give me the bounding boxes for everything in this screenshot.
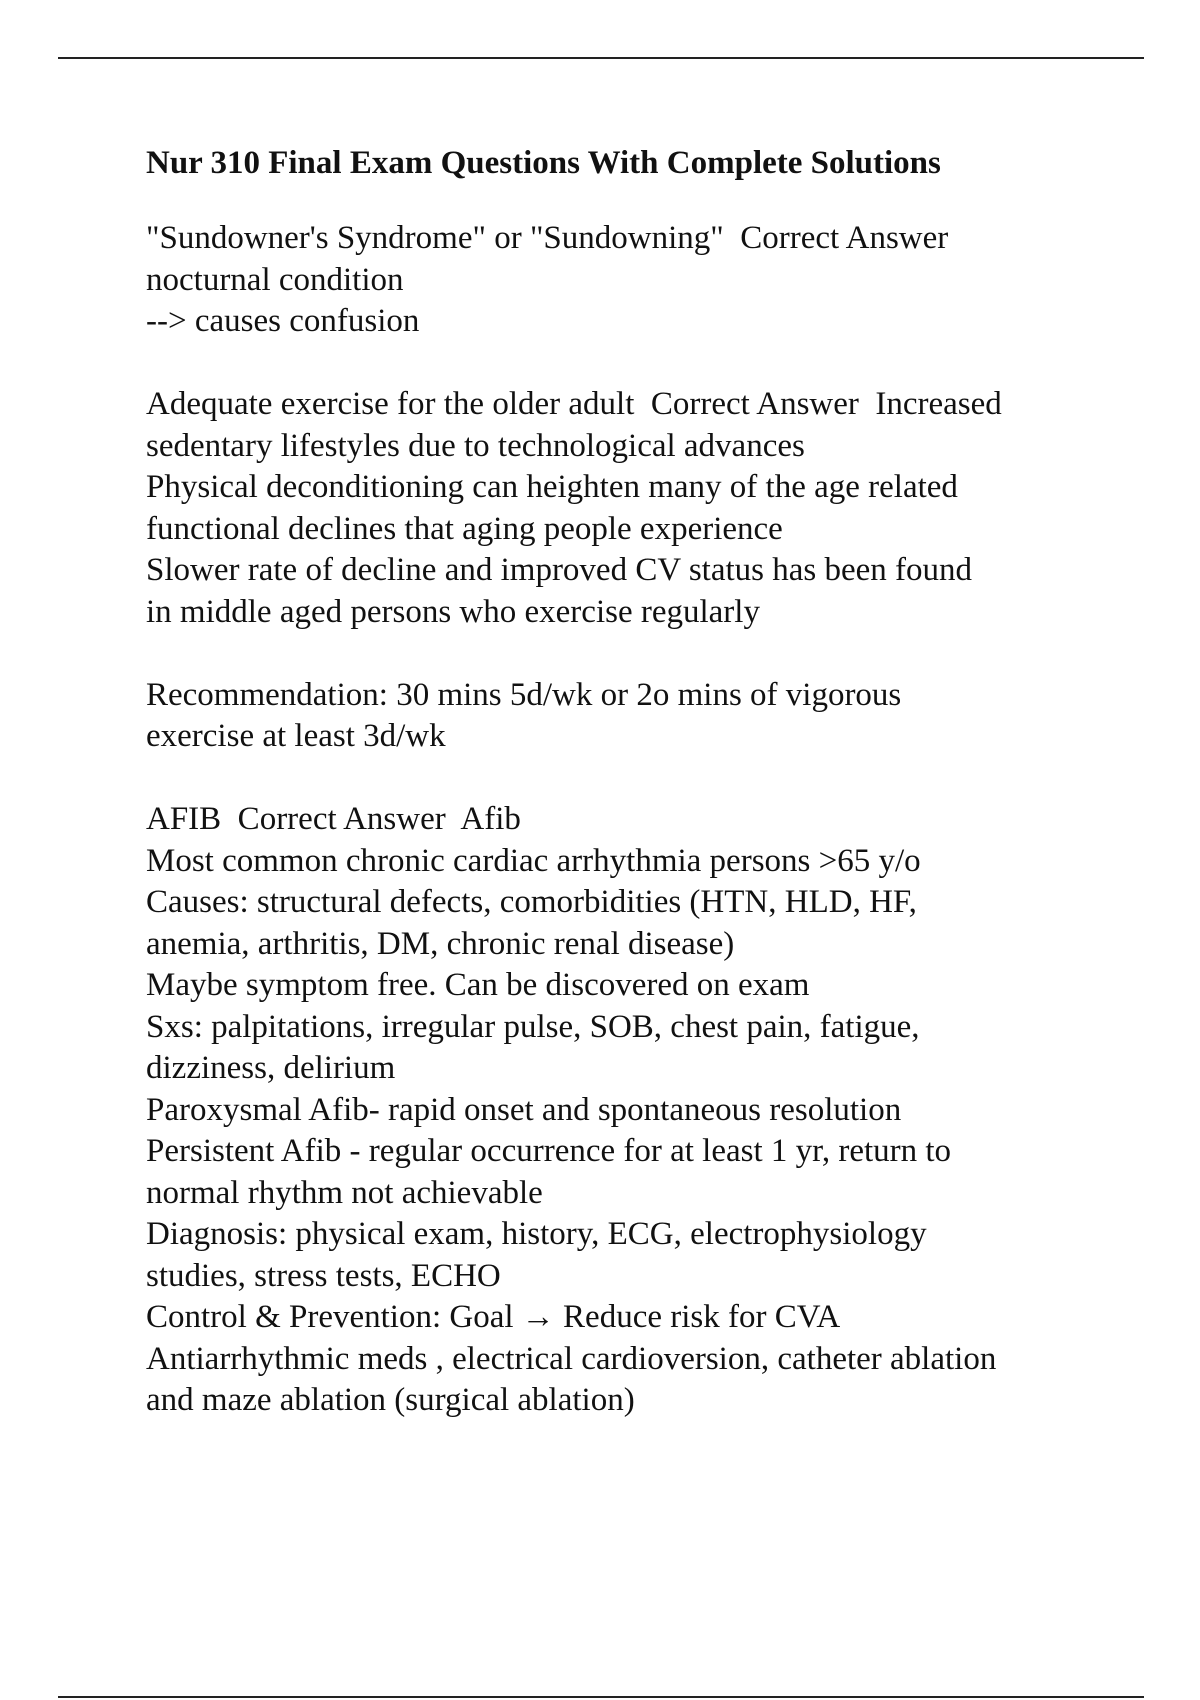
text-line: functional declines that aging people experience [146,510,783,547]
document-body [146,140,1106,1463]
text-line: exercise at least 3d/wk [146,718,446,754]
text-line: AFIB Correct Answer Afib [146,801,521,837]
text-line: in middle aged persons who exercise regularly [146,593,760,630]
text-line: sedentary lifestyles due to technological advances [146,427,805,464]
text-line: Diagnosis: physical exam, history, ECG, electrophysiology [146,1216,927,1252]
text-line: dizziness, delirium [146,1050,396,1086]
text-line: Maybe symptom free. Can be discovered on exam [146,967,810,1003]
document-title: Nur 310 Final Exam Questions With Complete Solutions [146,145,941,181]
qa-block-afib [146,799,1106,1422]
text-line: studies, stress tests, ECHO [146,1257,501,1294]
text-line: normal rhythm not achievable [146,1174,543,1211]
recommendation-block [146,675,1106,758]
text-line: --> causes confusion [146,303,420,339]
text-line: anemia, arthritis, DM, chronic renal disease) [146,925,735,962]
qa-block-sundowning [146,218,1106,343]
qa-block-exercise [146,384,1106,633]
text-line: Paroxysmal Afib- rapid onset and spontaneous resolution [146,1091,902,1128]
text-line: and maze ablation (surgical ablation) [146,1382,635,1418]
bottom-divider [58,1696,1144,1698]
text-line: Antiarrhythmic meds , electrical cardioversion, catheter ablation [146,1340,997,1377]
text-line: Slower rate of decline and improved CV status has been found [146,552,973,588]
text-line: Control & Prevention: Goal → Reduce risk for CVA [146,1299,841,1335]
text-line: Recommendation: 30 mins 5d/wk or 2o mins of vigorous [146,676,902,713]
text-line: Adequate exercise for the older adult Correct Answer Increased [146,386,1002,422]
text-line: nocturnal condition [146,261,404,298]
text-line: Persistent Afib - regular occurrence for at least 1 yr, return to [146,1133,952,1169]
text-line: Sxs: palpitations, irregular pulse, SOB, chest pain, fatigue, [146,1008,920,1045]
text-line: Most common chronic cardiac arrhythmia persons >65 y/o [146,842,921,879]
text-line: "Sundowner's Syndrome" or "Sundowning" Correct Answer [146,220,949,256]
text-line: Physical deconditioning can heighten many of the age related [146,469,958,505]
top-divider [58,57,1144,59]
text-line: Causes: structural defects, comorbidities (HTN, HLD, HF, [146,884,917,920]
